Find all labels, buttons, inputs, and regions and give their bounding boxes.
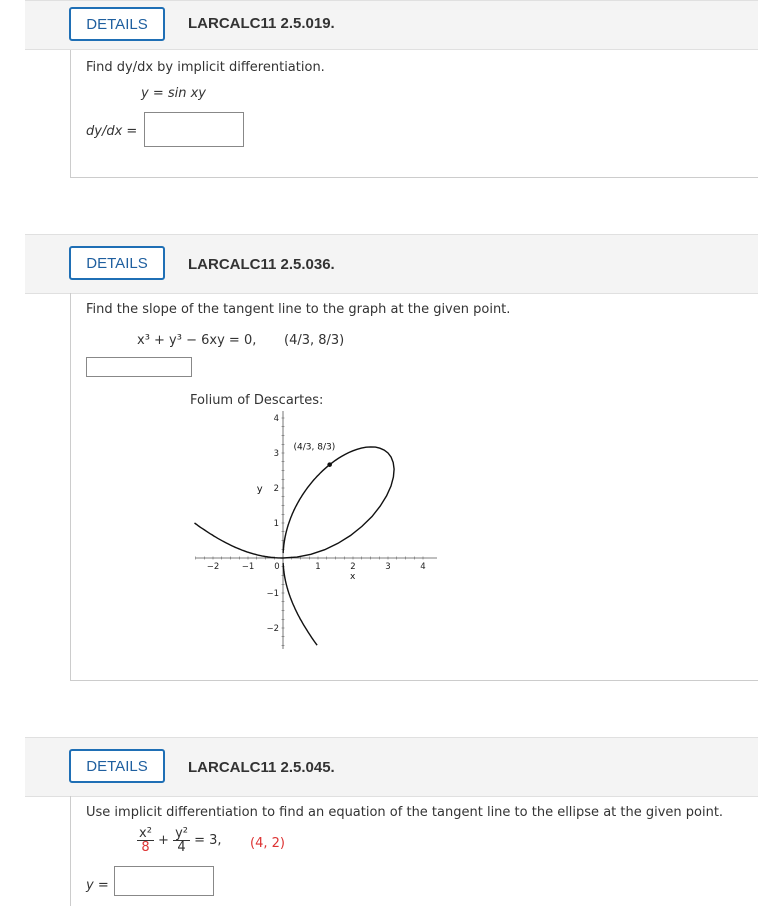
y-tick-label: 4: [273, 414, 279, 424]
fraction-x: [137, 827, 154, 854]
x-tick-label: 0: [274, 562, 280, 572]
x-tick-label: 4: [420, 562, 426, 572]
y-tick-label: 1: [273, 519, 279, 529]
given-point: (4, 2): [250, 836, 285, 851]
equation: y = sin xy: [141, 86, 206, 101]
equation: x³ + y³ − 6xy = 0,: [137, 333, 257, 348]
ellipse-equation: [137, 827, 222, 854]
point-label: (4/3, 8/3): [293, 442, 336, 453]
fraction-y: [173, 827, 190, 854]
y-tick-label: −1: [266, 589, 279, 599]
y-tick-label: −2: [266, 624, 279, 634]
details-button[interactable]: DETAILS: [69, 246, 165, 280]
x-axis-label: x: [350, 572, 356, 582]
question-body: [70, 293, 758, 681]
plus-sign: +: [158, 833, 169, 848]
answer-label: dy/dx =: [86, 124, 138, 139]
answer-input[interactable]: [86, 357, 192, 377]
numerator: x²: [139, 826, 152, 841]
question-body: [70, 50, 758, 178]
question-header: [25, 737, 758, 797]
folium-graph: [193, 411, 438, 656]
y-tick-label: 2: [273, 484, 279, 494]
question-header: [25, 234, 758, 294]
figure-caption: Folium of Descartes:: [190, 393, 324, 408]
question-header: [25, 0, 758, 50]
details-button[interactable]: DETAILS: [69, 749, 165, 783]
y-axis-label: y: [256, 484, 263, 495]
question-body: [70, 796, 758, 906]
denominator: 4: [177, 840, 186, 855]
x-tick-label: 3: [385, 562, 391, 572]
question-prompt: Find dy/dx by implicit differentiation.: [86, 60, 325, 75]
question-code: LARCALC11 2.5.036.: [188, 256, 335, 273]
question-prompt: Find the slope of the tangent line to the graph at the given point.: [86, 302, 511, 317]
x-tick-label: −2: [206, 562, 220, 572]
point-marker: [327, 462, 332, 467]
question-code: LARCALC11 2.5.045.: [188, 759, 335, 776]
details-button[interactable]: DETAILS: [69, 7, 165, 41]
x-tick-label: 1: [315, 562, 321, 572]
folium-curve: [195, 447, 395, 645]
numerator: y²: [175, 826, 188, 841]
equation-rhs: = 3,: [194, 833, 222, 848]
denominator: 8: [141, 840, 150, 855]
given-point: (4/3, 8/3): [284, 333, 345, 348]
y-tick-label: 3: [273, 449, 279, 459]
answer-label: y =: [86, 878, 109, 893]
x-tick-label: −1: [241, 562, 255, 572]
question-code: LARCALC11 2.5.019.: [188, 15, 335, 32]
answer-input[interactable]: [144, 112, 244, 147]
x-tick-label: 2: [350, 562, 356, 572]
question-prompt: Use implicit differentiation to find an equation of the tangent line to the ellipse at the given point.: [86, 805, 724, 820]
